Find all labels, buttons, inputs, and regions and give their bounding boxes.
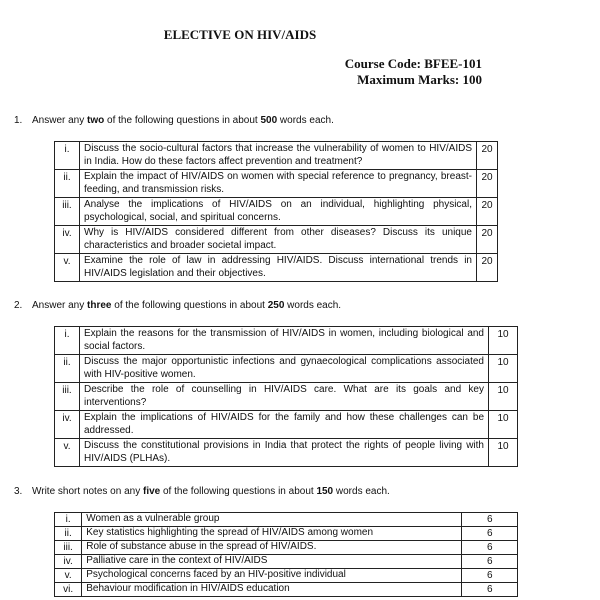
row-number: v.	[55, 439, 80, 467]
instruction-count: five	[142, 486, 161, 497]
instruction-text: of the following questions in about	[160, 486, 317, 497]
question-marks: 10	[489, 327, 518, 355]
question-text: Women as a vulnerable group	[82, 513, 462, 527]
table-row	[55, 527, 518, 541]
row-number: iv.	[55, 555, 82, 569]
document-title: ELECTIVE ON HIV/AIDS	[163, 27, 317, 42]
question-text: Explain the impact of HIV/AIDS on women with special reference to pregnancy, breast-feeding, and transmission risks.	[80, 170, 477, 198]
table-row	[55, 513, 518, 527]
table-row	[55, 439, 518, 467]
maximum-marks: Maximum Marks: 100	[357, 72, 482, 87]
row-number: iii.	[55, 383, 80, 411]
table-row	[55, 411, 518, 439]
row-number: ii.	[55, 527, 82, 541]
section-1-instruction	[14, 115, 334, 126]
question-text: Discuss the major opportunistic infections and gynaecological complications associated with HIV-positive women.	[80, 355, 489, 383]
instruction-words: 500	[260, 115, 278, 126]
row-number: vi.	[55, 583, 82, 597]
table-row	[55, 569, 518, 583]
question-text: Explain the implications of HIV/AIDS for the family and how these challenges can be addressed.	[80, 411, 489, 439]
question-marks: 6	[462, 513, 518, 527]
row-number: i.	[55, 142, 80, 170]
question-marks: 10	[489, 383, 518, 411]
question-marks: 20	[477, 226, 498, 254]
instruction-text: Write short notes on any	[32, 486, 143, 497]
question-marks: 6	[462, 527, 518, 541]
question-text: Role of substance abuse in the spread of HIV/AIDS.	[82, 541, 462, 555]
instruction-text: words each.	[284, 300, 342, 311]
section-number: 2.	[14, 300, 23, 311]
row-number: ii.	[55, 170, 80, 198]
table-row	[55, 541, 518, 555]
question-marks: 20	[477, 198, 498, 226]
instruction-text: of the following questions in about	[104, 115, 261, 126]
question-marks: 10	[489, 439, 518, 467]
question-marks: 10	[489, 411, 518, 439]
question-text: Why is HIV/AIDS considered different from other diseases? Discuss its unique characteristics and broader societal impact.	[80, 226, 477, 254]
instruction-words: 250	[267, 300, 285, 311]
row-number: iv.	[55, 226, 80, 254]
table-row	[55, 226, 498, 254]
question-text: Examine the role of law in addressing HIV/AIDS. Discuss international trends in HIV/AIDS legislation and their objectives.	[80, 254, 477, 282]
section-number: 1.	[14, 115, 23, 126]
section-1-table	[54, 141, 498, 282]
section-2-instruction	[14, 300, 341, 311]
table-row	[55, 383, 518, 411]
instruction-count: two	[87, 115, 105, 126]
section-2-table	[54, 326, 518, 467]
question-text: Discuss the constitutional provisions in India that protect the rights of people living with HIV/AIDS (PLHAs).	[80, 439, 489, 467]
instruction-text: of the following questions in about	[111, 300, 268, 311]
question-text: Explain the reasons for the transmission of HIV/AIDS in women, including biological and social factors.	[80, 327, 489, 355]
row-number: i.	[55, 513, 82, 527]
course-code: Course Code: BFEE-101	[344, 56, 482, 71]
question-text: Palliative care in the context of HIV/AIDS	[82, 555, 462, 569]
row-number: v.	[55, 569, 82, 583]
question-text: Key statistics highlighting the spread of HIV/AIDS among women	[82, 527, 462, 541]
section-3-table	[54, 512, 518, 597]
row-number: v.	[55, 254, 80, 282]
question-marks: 20	[477, 142, 498, 170]
table-row	[55, 555, 518, 569]
question-marks: 6	[462, 583, 518, 597]
question-text: Psychological concerns faced by an HIV-positive individual	[82, 569, 462, 583]
table-row	[55, 142, 498, 170]
instruction-text: words each.	[277, 115, 334, 126]
question-marks: 6	[462, 569, 518, 583]
course-info	[345, 56, 482, 88]
table-row	[55, 254, 498, 282]
question-marks: 6	[462, 555, 518, 569]
row-number: iii.	[55, 198, 80, 226]
question-marks: 20	[477, 170, 498, 198]
section-number: 3.	[14, 486, 23, 497]
row-number: i.	[55, 327, 80, 355]
table-row	[55, 583, 518, 597]
table-row	[55, 327, 518, 355]
table-row	[55, 355, 518, 383]
instruction-count: three	[87, 300, 112, 311]
question-marks: 10	[489, 355, 518, 383]
question-text: Discuss the socio-cultural factors that increase the vulnerability of women to HIV/AIDS in India. How do these factors affect prevention and treatment?	[80, 142, 477, 170]
row-number: iv.	[55, 411, 80, 439]
question-text: Describe the role of counselling in HIV/AIDS care. What are its goals and key interventions?	[80, 383, 489, 411]
question-marks: 6	[462, 541, 518, 555]
row-number: ii.	[55, 355, 80, 383]
row-number: iii.	[55, 541, 82, 555]
table-row	[55, 198, 498, 226]
section-3-instruction	[14, 486, 390, 497]
instruction-text: Answer any	[32, 115, 88, 126]
question-text: Behaviour modification in HIV/AIDS education	[82, 583, 462, 597]
instruction-words: 150	[316, 486, 334, 497]
question-marks: 20	[477, 254, 498, 282]
table-row	[55, 170, 498, 198]
instruction-text: Answer any	[32, 300, 88, 311]
instruction-text: words each.	[333, 486, 390, 497]
question-text: Analyse the implications of HIV/AIDS on an individual, highlighting physical, psychological, social, and spiritual concerns.	[80, 198, 477, 226]
